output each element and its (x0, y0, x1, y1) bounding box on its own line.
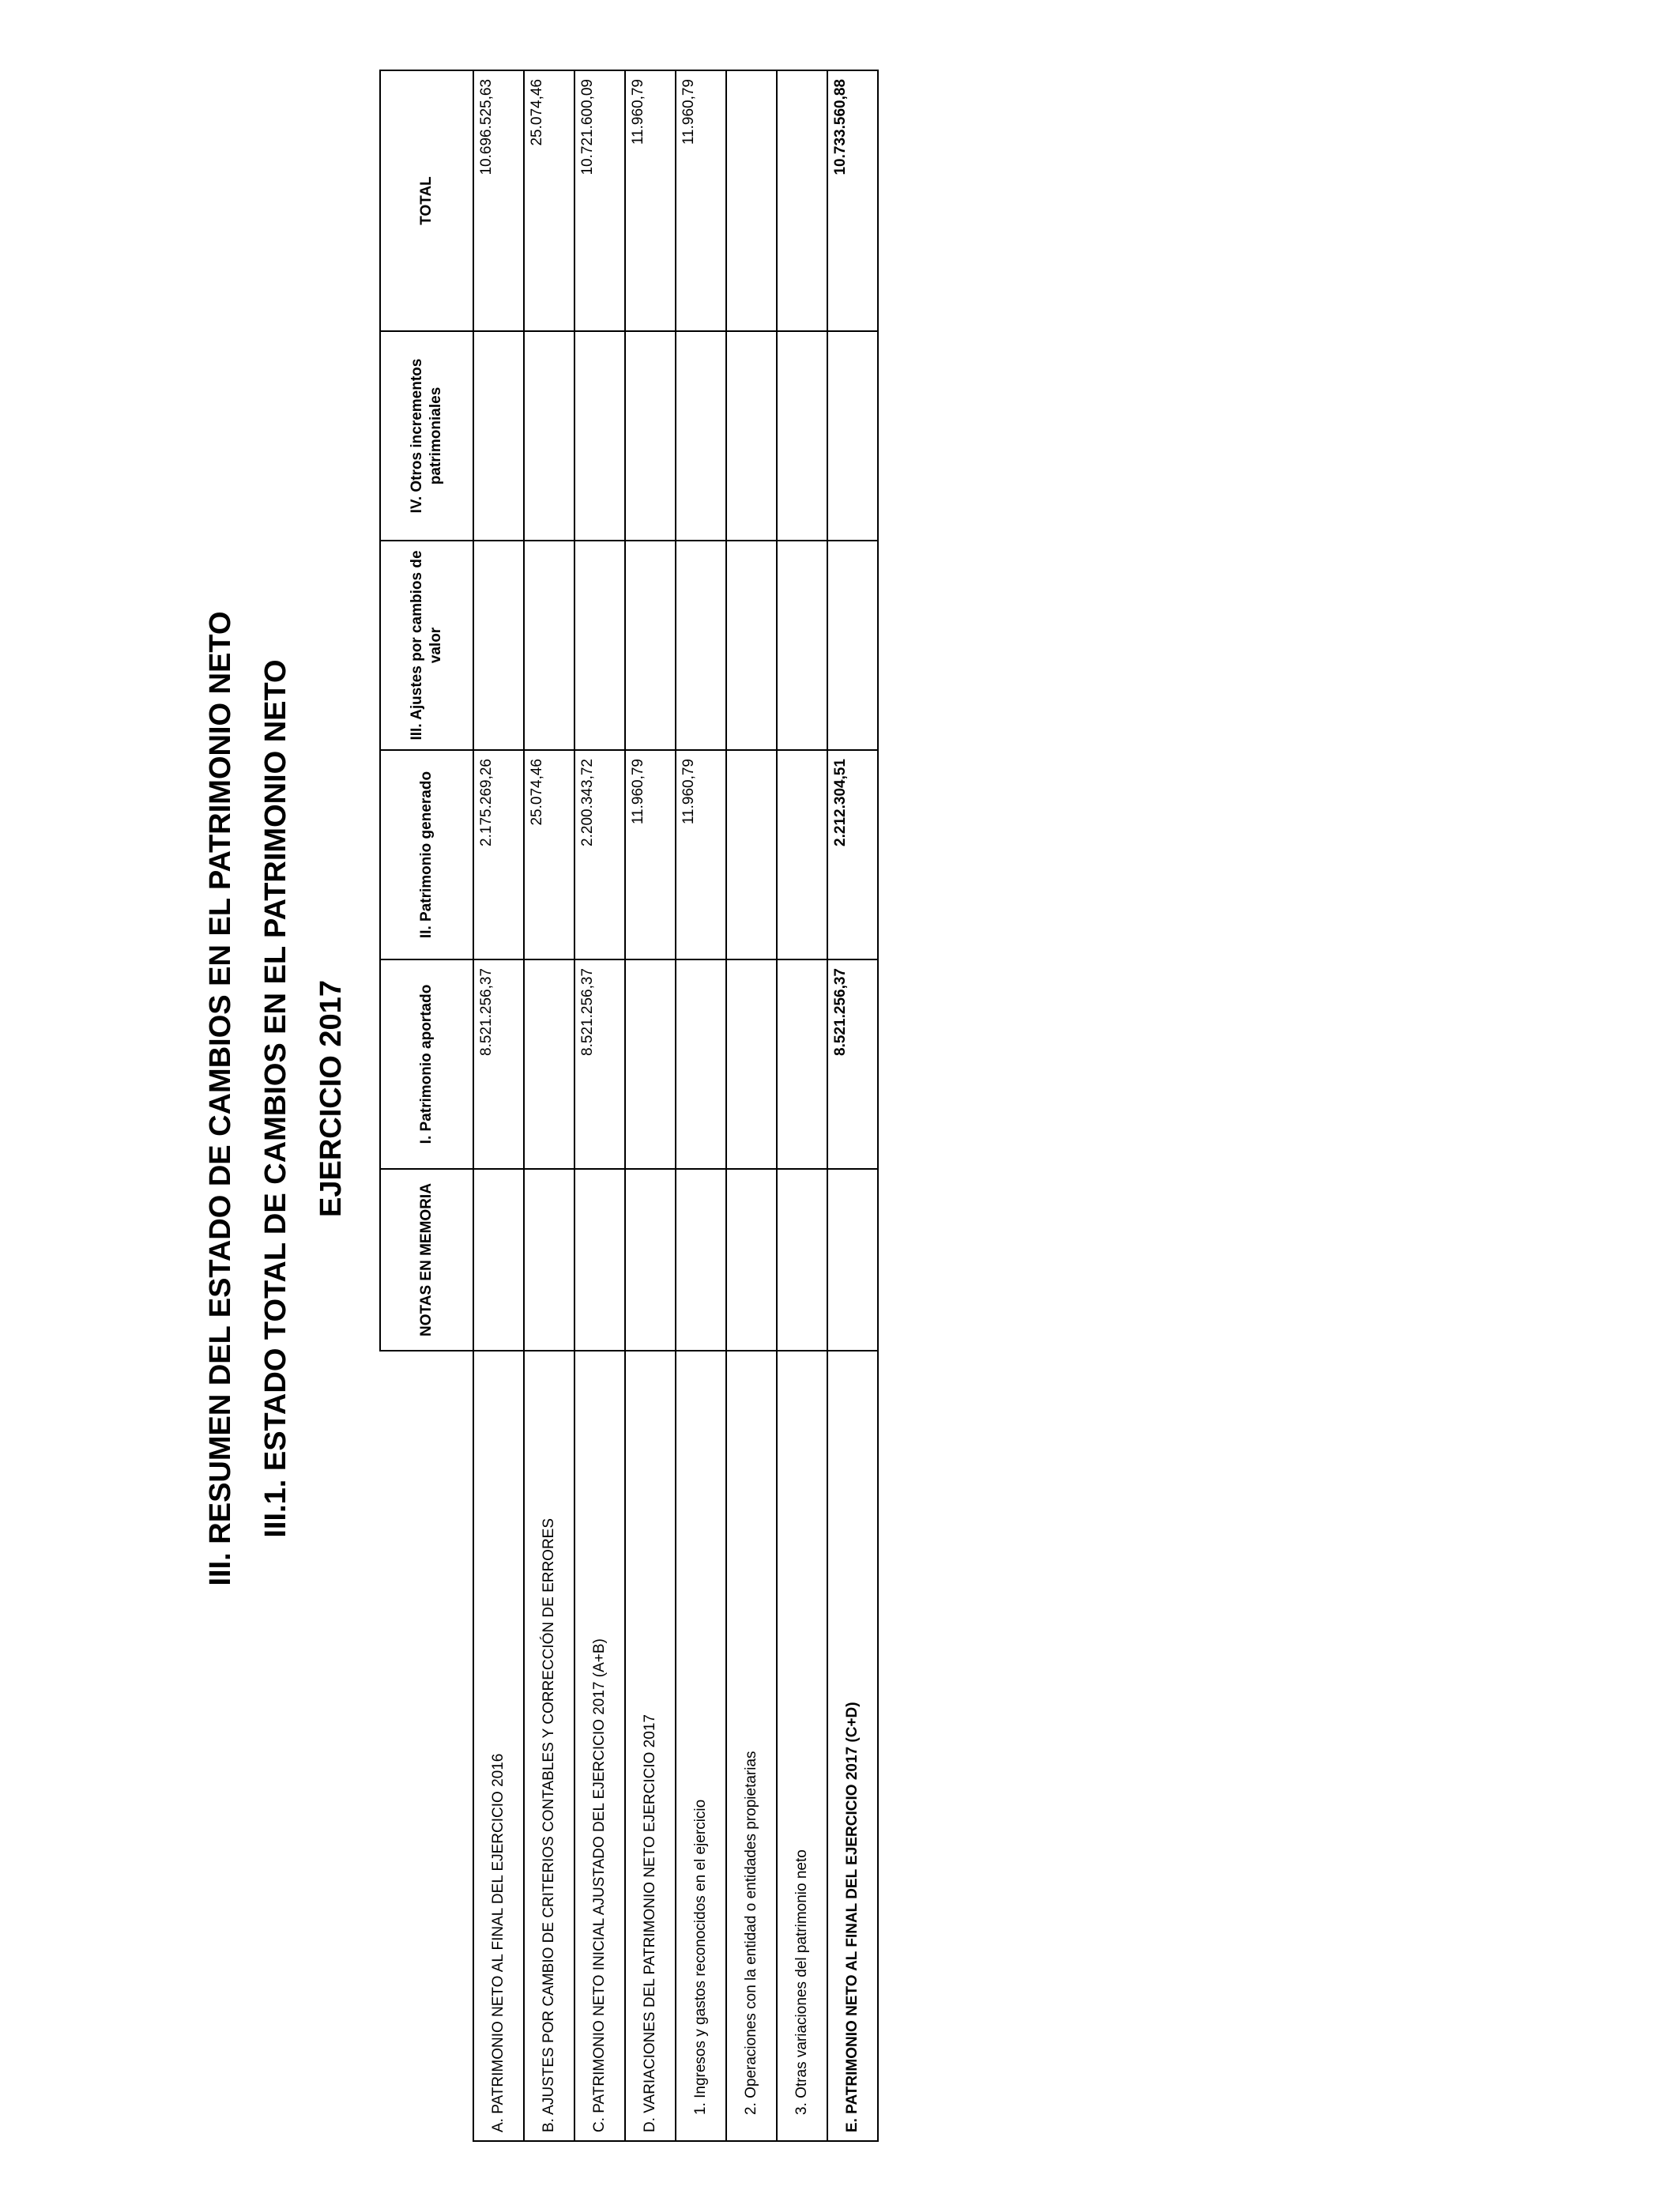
table-row-b (524, 70, 574, 2141)
cell-ajustes (473, 541, 524, 750)
cell-total: 10.721.600,09 (574, 70, 625, 331)
row-label: E. PATRIMONIO NETO AL FINAL DEL EJERCICIO 2017 (C+D) (827, 1351, 878, 2141)
cell-total (777, 70, 827, 331)
row-label: B. AJUSTES POR CAMBIO DE CRITERIOS CONTABLES Y CORRECCIÓN DE ERRORES (524, 1351, 574, 2141)
cell-otros (726, 331, 777, 541)
header-notas: NOTAS EN MEMORIA (380, 1169, 473, 1351)
table-header-row (380, 70, 473, 2141)
cell-generado (777, 750, 827, 959)
cell-otros (777, 331, 827, 541)
rotated-page-content (182, 32, 1525, 2166)
table-row-d (625, 70, 676, 2141)
cell-notas (473, 1169, 524, 1351)
cell-generado (726, 750, 777, 959)
cell-otros (574, 331, 625, 541)
header-ajustes-valor: III. Ajustes por cambios de valor (380, 541, 473, 750)
table-row-c (574, 70, 625, 2141)
cell-aportado (625, 959, 676, 1169)
row-label: D. VARIACIONES DEL PATRIMONIO NETO EJERCICIO 2017 (625, 1351, 676, 2141)
cell-generado: 11.960,79 (625, 750, 676, 959)
cell-notas (524, 1169, 574, 1351)
header-blank-cell (380, 1351, 473, 2141)
table-row-d3 (777, 70, 827, 2141)
header-otros-incrementos: IV. Otros incrementos patrimoniales (380, 331, 473, 541)
cell-total: 10.696.525,63 (473, 70, 524, 331)
cell-otros (473, 331, 524, 541)
estado-cambios-table (379, 70, 879, 2142)
cell-generado: 2.200.343,72 (574, 750, 625, 959)
cell-ajustes (574, 541, 625, 750)
cell-ajustes (726, 541, 777, 750)
table-row-d2 (726, 70, 777, 2141)
cell-generado: 2.212.304,51 (827, 750, 878, 959)
cell-total: 10.733.560,88 (827, 70, 878, 331)
cell-ajustes (827, 541, 878, 750)
cell-ajustes (777, 541, 827, 750)
title-year: EJERCICIO 2017 (315, 980, 348, 1217)
cell-ajustes (625, 541, 676, 750)
document-titles (205, 32, 363, 2166)
cell-otros (524, 331, 574, 541)
cell-aportado (726, 959, 777, 1169)
cell-ajustes (676, 541, 726, 750)
cell-notas (827, 1169, 878, 1351)
cell-aportado (676, 959, 726, 1169)
cell-aportado (524, 959, 574, 1169)
cell-notas (574, 1169, 625, 1351)
header-patrimonio-generado: II. Patrimonio generado (380, 750, 473, 959)
header-patrimonio-aportado: I. Patrimonio aportado (380, 959, 473, 1169)
cell-notas (676, 1169, 726, 1351)
row-label: C. PATRIMONIO NETO INICIAL AJUSTADO DEL EJERCICIO 2017 (A+B) (574, 1351, 625, 2141)
cell-generado: 25.074,46 (524, 750, 574, 959)
title-main: III. RESUMEN DEL ESTADO DE CAMBIOS EN EL PATRIMONIO NETO (204, 611, 237, 1586)
cell-total: 11.960,79 (676, 70, 726, 331)
cell-notas (777, 1169, 827, 1351)
cell-notas (726, 1169, 777, 1351)
cell-generado: 11.960,79 (676, 750, 726, 959)
table-row-d1 (676, 70, 726, 2141)
row-label: A. PATRIMONIO NETO AL FINAL DEL EJERCICIO 2016 (473, 1351, 524, 2141)
table-row-e (827, 70, 878, 2141)
cell-total: 25.074,46 (524, 70, 574, 331)
cell-generado: 2.175.269,26 (473, 750, 524, 959)
row-label: 1. Ingresos y gastos reconocidos en el ejercicio (676, 1351, 726, 2141)
cell-total: 11.960,79 (625, 70, 676, 331)
row-label: 3. Otras variaciones del patrimonio neto (777, 1351, 827, 2141)
cell-ajustes (524, 541, 574, 750)
header-total: TOTAL (380, 70, 473, 331)
cell-aportado (777, 959, 827, 1169)
cell-otros (625, 331, 676, 541)
cell-notas (625, 1169, 676, 1351)
cell-aportado: 8.521.256,37 (574, 959, 625, 1169)
table-row-a (473, 70, 524, 2141)
title-section: III.1. ESTADO TOTAL DE CAMBIOS EN EL PATRIMONIO NETO (259, 659, 292, 1538)
cell-aportado: 8.521.256,37 (473, 959, 524, 1169)
cell-otros (676, 331, 726, 541)
row-label: 2. Operaciones con la entidad o entidades propietarias (726, 1351, 777, 2141)
cell-total (726, 70, 777, 331)
cell-otros (827, 331, 878, 541)
cell-aportado: 8.521.256,37 (827, 959, 878, 1169)
